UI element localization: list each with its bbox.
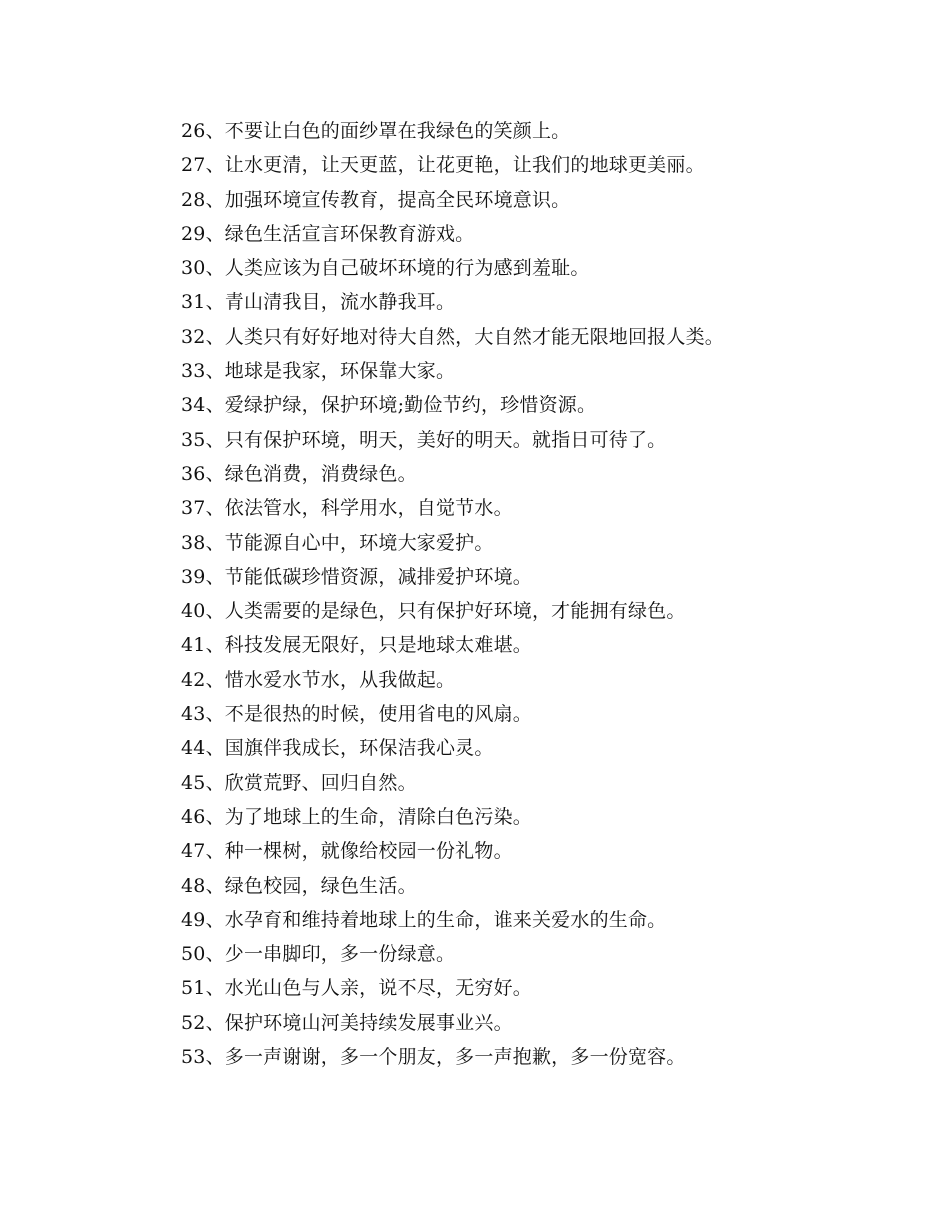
list-item: 42、惜水爱水节水，从我做起。 — [181, 668, 456, 691]
list-item: 50、少一串脚印，多一份绿意。 — [181, 943, 456, 966]
list-item: 30、人类应该为自己破坏环境的行为感到羞耻。 — [181, 257, 590, 280]
list-item: 53、多一声谢谢，多一个朋友，多一声抱歉，多一份宽容。 — [181, 1046, 686, 1069]
list-item: 27、让水更清，让天更蓝，让花更艳，让我们的地球更美丽。 — [181, 154, 705, 177]
list-item: 32、人类只有好好地对待大自然，大自然才能无限地回报人类。 — [181, 325, 724, 348]
list-item: 45、欣赏荒野、回归自然。 — [181, 771, 417, 794]
list-item: 44、国旗伴我成长，环保洁我心灵。 — [181, 737, 494, 760]
list-item: 52、保护环境山河美持续发展事业兴。 — [181, 1011, 513, 1034]
list-item: 38、节能源自心中，环境大家爱护。 — [181, 531, 494, 554]
list-item: 48、绿色校园，绿色生活。 — [181, 874, 417, 897]
list-item: 40、人类需要的是绿色，只有保护好环境，才能拥有绿色。 — [181, 600, 686, 623]
list-item: 29、绿色生活宣言环保教育游戏。 — [181, 222, 475, 245]
list-item: 51、水光山色与人亲，说不尽，无穷好。 — [181, 977, 532, 1000]
list-item: 47、种一棵树，就像给校园一份礼物。 — [181, 840, 513, 863]
list-item: 41、科技发展无限好，只是地球太难堪。 — [181, 634, 532, 657]
list-item: 39、节能低碳珍惜资源，减排爱护环境。 — [181, 565, 532, 588]
list-item: 46、为了地球上的生命，清除白色污染。 — [181, 805, 532, 828]
list-item: 43、不是很热的时候，使用省电的风扇。 — [181, 703, 532, 726]
list-item: 49、水孕育和维持着地球上的生命，谁来关爱水的生命。 — [181, 908, 667, 931]
list-item: 35、只有保护环境，明天，美好的明天。就指日可待了。 — [181, 428, 667, 451]
list-item: 31、青山清我目，流水静我耳。 — [181, 291, 456, 314]
list-item: 26、不要让白色的面纱罩在我绿色的笑颜上。 — [181, 120, 571, 142]
list-item: 33、地球是我家，环保靠大家。 — [181, 360, 456, 383]
list-item: 34、爱绿护绿，保护环境;勤俭节约，珍惜资源。 — [181, 394, 597, 417]
slogan-list — [181, 114, 901, 1074]
list-item: 37、依法管水，科学用水，自觉节水。 — [181, 497, 513, 520]
list-item: 28、加强环境宣传教育，提高全民环境意识。 — [181, 188, 571, 211]
list-item: 36、绿色消费，消费绿色。 — [181, 462, 417, 485]
